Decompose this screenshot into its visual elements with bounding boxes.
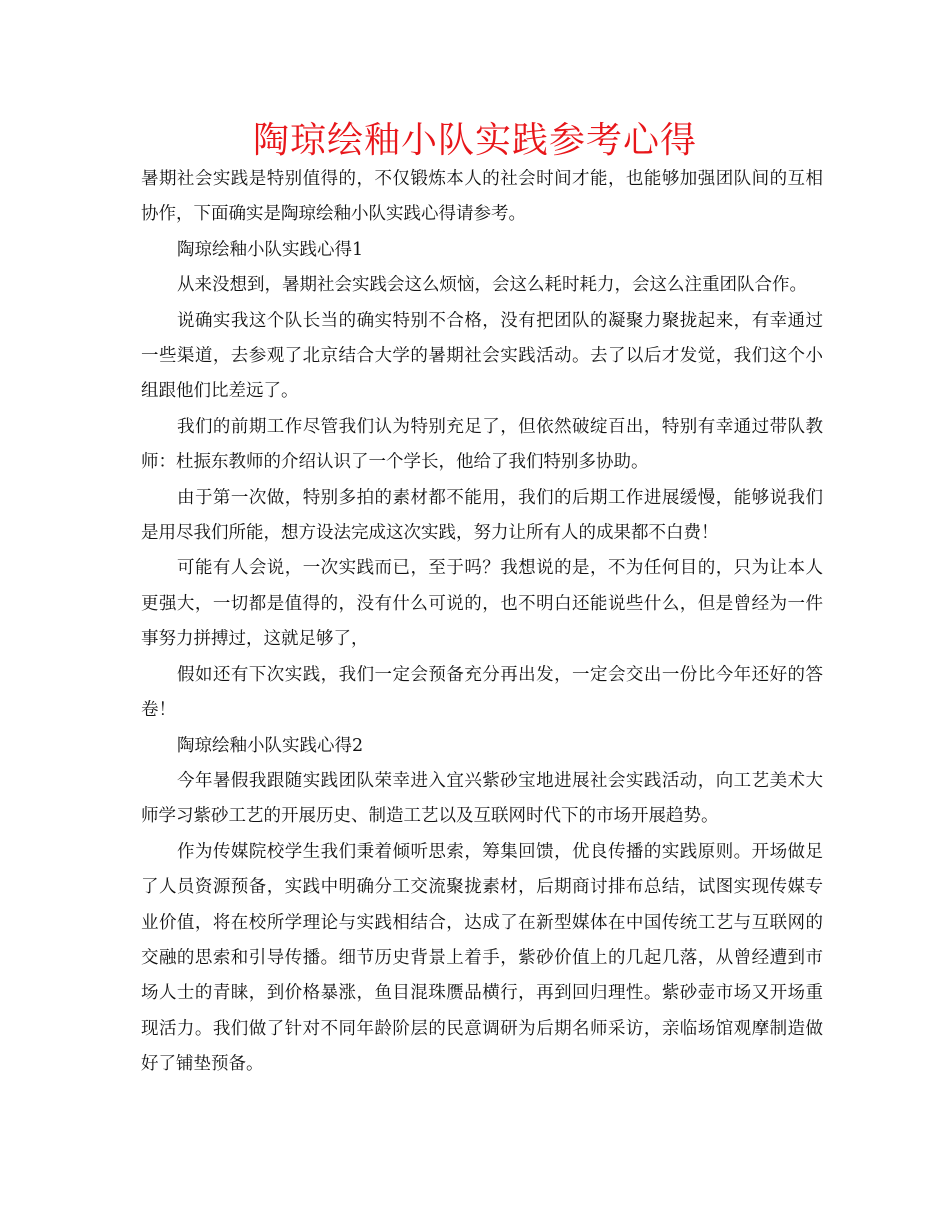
section-heading: 陶琼绘釉小队实践心得1 (177, 239, 364, 260)
paragraph: 我们的前期工作尽管我们认为特别充足了，但依然破绽百出，特别有幸通过带队教师：杜振东教师的介绍认识了一个学长，他给了我们特别多协助。 (141, 416, 823, 473)
page-title: 陶琼绘釉小队实践参考心得 (252, 120, 697, 161)
paragraph: 从来没想到，暑期社会实践会这么烦恼，会这么耗时耗力，会这么注重团队合作。 (177, 275, 807, 296)
paragraph: 说确实我这个队长当的确实特别不合格，没有把团队的凝聚力聚拢起来，有幸通过一些渠道，去参观了北京结合大学的暑期社会实践活动。去了以后才发觉，我们这个小组跟他们比差远了。 (141, 310, 823, 402)
paragraph: 由于第一次做，特别多拍的素材都不能用，我们的后期工作进展缓慢，能够说我们是用尽我们所能，想方设法完成这次实践，努力让所有人的成果都不白费！ (141, 487, 823, 544)
paragraph: 假如还有下次实践，我们一定会预备充分再出发，一定会交出一份比今年还好的答卷！ (141, 664, 823, 721)
paragraph: 作为传媒院校学生我们秉着倾听思索，筹集回馈，优良传播的实践原则。开场做足了人员资源预备，实践中明确分工交流聚拢素材，后期商讨排布总结，试图实现传媒专业价值，将在校所学理论与实践相结合，达成了在新型媒体在中国传统工艺与互联网的交融的思索和引导传播。细节历史背景上着手，紫砂价值上的几起几落，从曾经遭到市场人士的青睐，到价格暴涨，鱼目混珠赝品横行，再到回归理性。紫砂壶市场又开场重现活力。我们做了针对不同年龄阶层的民意调研为后期名师采访，亲临场馆观摩制造做好了铺垫预备。 (141, 841, 823, 1075)
intro-paragraph: 暑期社会实践是特别值得的，不仅锻炼本人的社会时间才能，也能够加强团队间的互相协作，下面确实是陶琼绘釉小队实践心得请参考。 (141, 169, 823, 225)
paragraph: 可能有人会说，一次实践而已，至于吗？我想说的是，不为任何目的，只为让本人更强大，一切都是值得的，没有什么可说的，也不明白还能说些什么，但是曾经为一件事努力拼搏过，这就足够了， (141, 558, 823, 650)
document-body (141, 162, 823, 1083)
paragraph: 今年暑假我跟随实践团队荣幸进入宜兴紫砂宝地进展社会实践活动，向工艺美术大师学习紫砂工艺的开展历史、制造工艺以及互联网时代下的市场开展趋势。 (141, 770, 823, 827)
section-heading: 陶琼绘釉小队实践心得2 (177, 735, 364, 756)
